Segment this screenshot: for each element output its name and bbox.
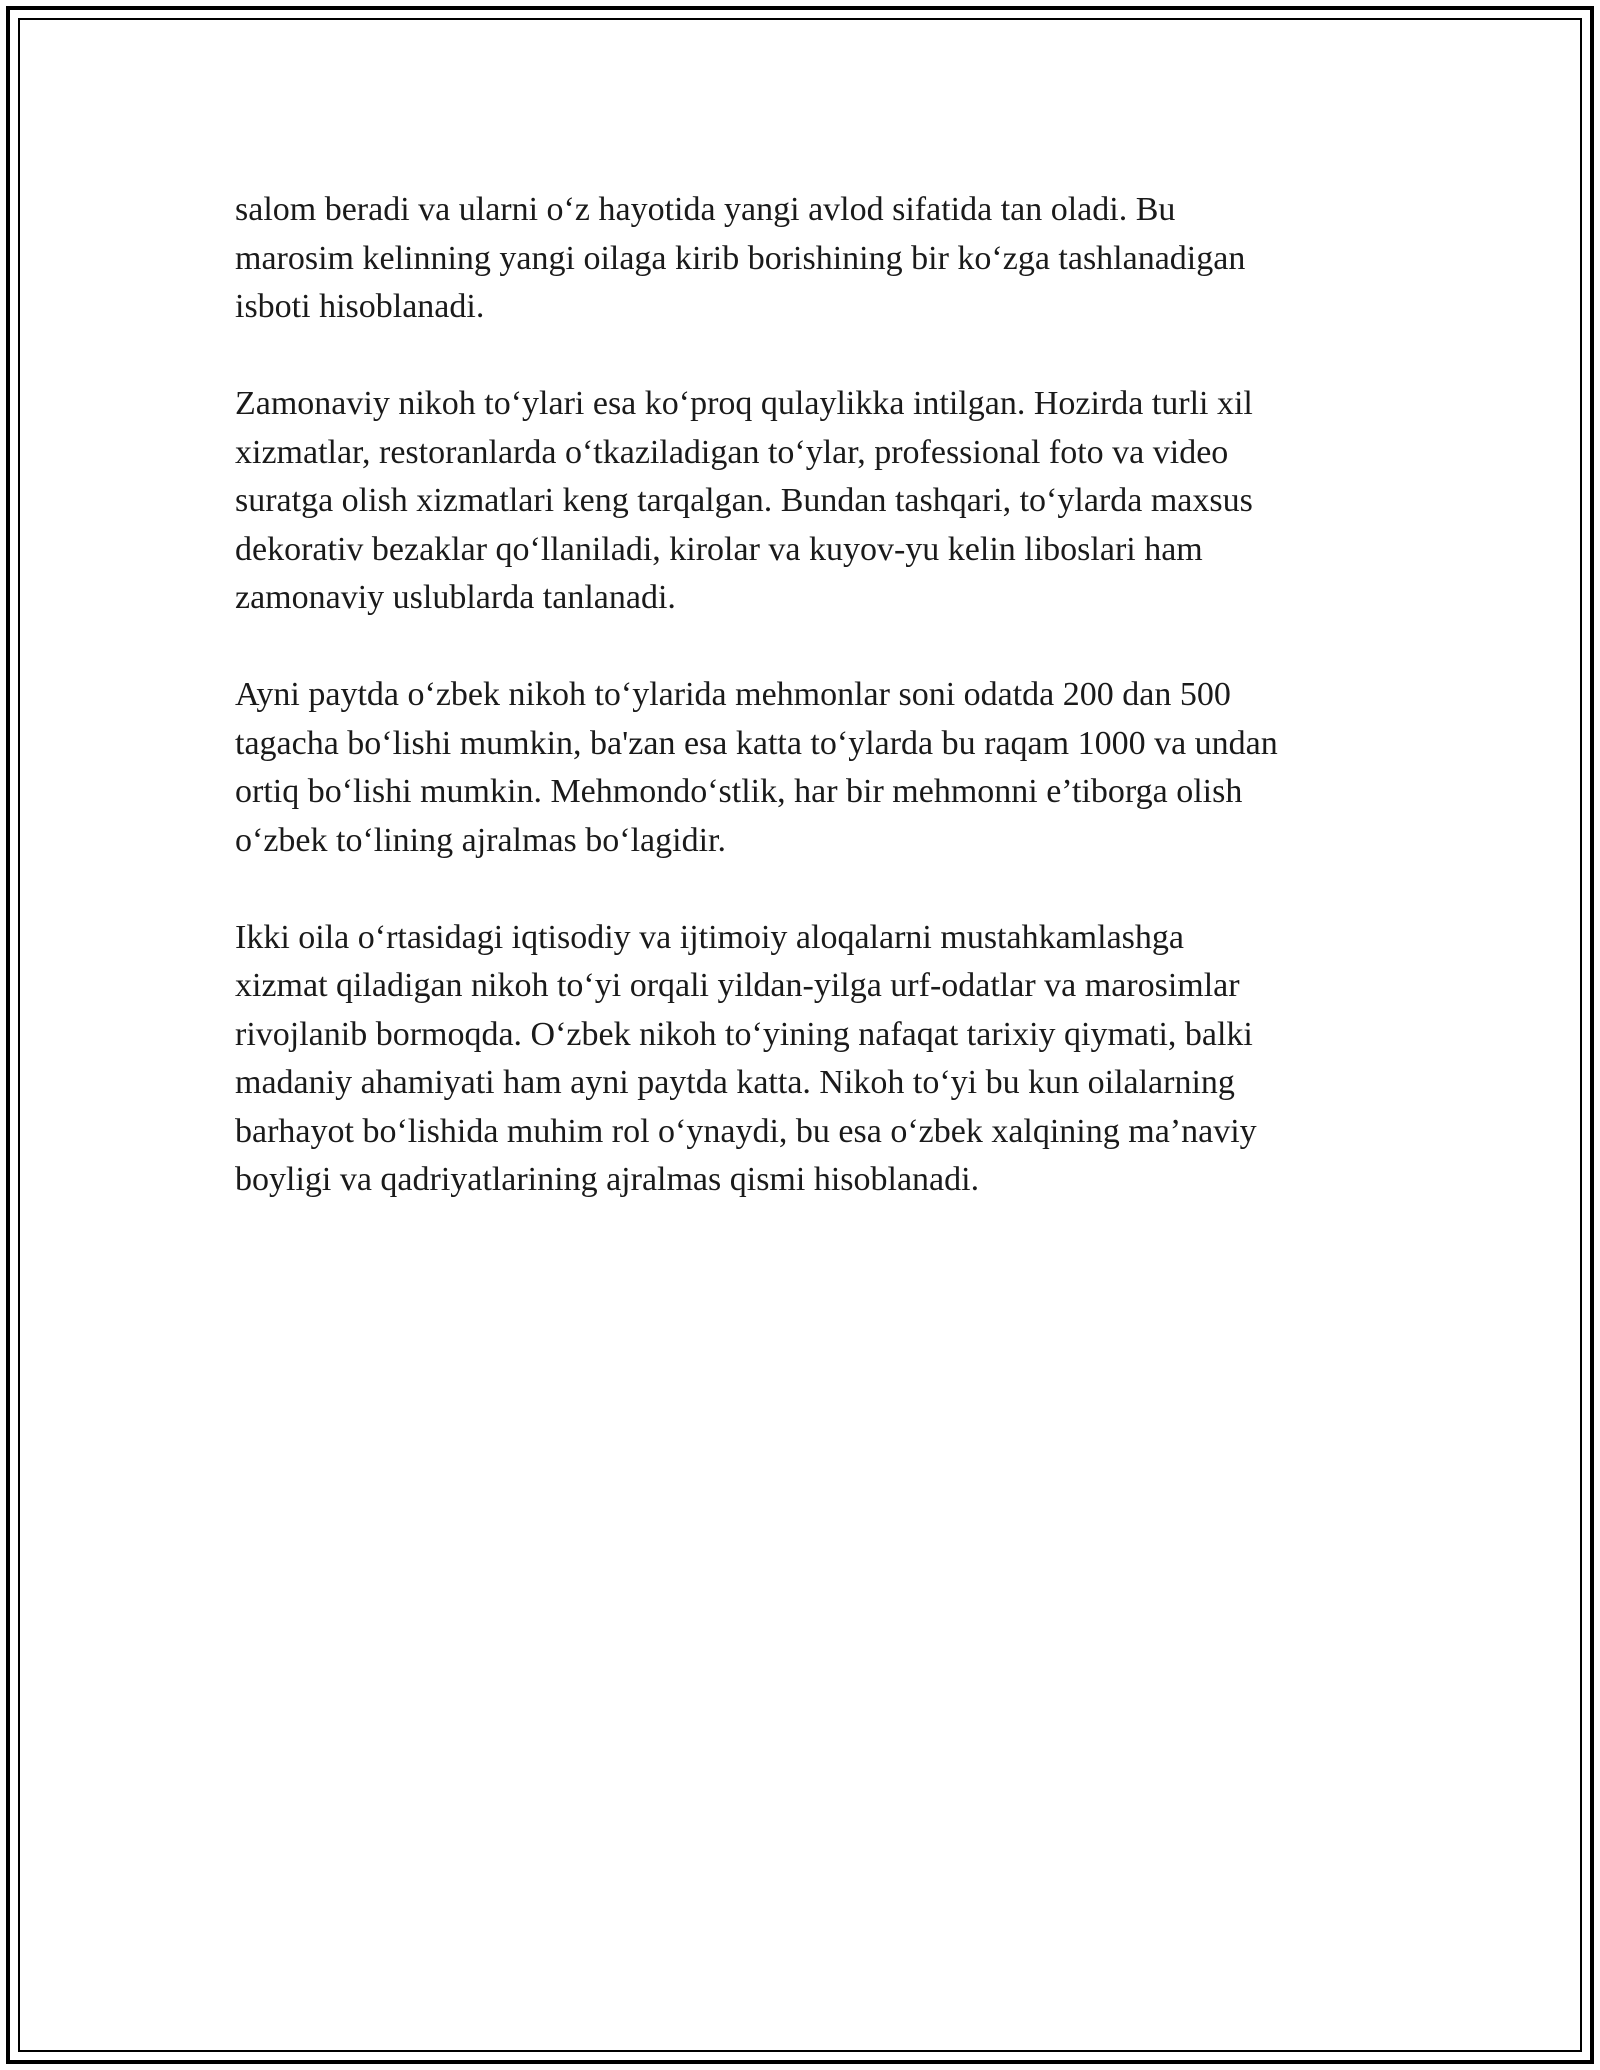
paragraph-2: Zamonaviy nikoh to‘ylari esa ko‘proq qulaylikka intilgan. Hozirda turli xil xizmatlar, restoranlarda o‘tkaziladigan to‘ylar, professional foto va video suratga olish xizmatlari keng tarqalgan. Bundan tashqari, to‘ylarda maxsus dekorativ bezaklar qo‘llaniladi, kirolar va kuyov-yu kelin liboslari ham zamonaviy uslublarda tanlanadi. — [235, 385, 1253, 616]
paragraph-3: Ayni paytda o‘zbek nikoh to‘ylarida mehmonlar soni odatda 200 dan 500 tagacha bo‘lishi mumkin, ba'zan esa katta to‘ylarda bu raqam 1000 va undan ortiq bo‘lishi mumkin. Mehmondo‘stlik, har bir mehmonni e’tiborga olish o‘zbek to‘lining ajralmas bo‘lagidir. — [235, 676, 1278, 859]
paragraph-1: salom beradi va ularni o‘z hayotida yangi avlod sifatida tan oladi. Bu marosim kelinning yangi oilaga kirib borishining bir ko‘zga tashlanadigan isboti hisoblanadi. — [235, 191, 1246, 325]
document-body — [235, 186, 1385, 1253]
paragraph-4: Ikki oila o‘rtasidagi iqtisodiy va ijtimoiy aloqalarni mustahkamlashga xizmat qiladigan nikoh to‘yi orqali yildan-yilga urf-odatlar va marosimlar rivojlanib bormoqda. O‘zbek nikoh to‘yining nafaqat tarixiy qiymati, balki madaniy ahamiyati ham ayni paytda katta. Nikoh to‘yi bu kun oilalarning barhayot bo‘lishida muhim rol o‘ynaydi, bu esa o‘zbek xalqining ma’naviy boyligi va qadriyatlarining ajralmas qismi hisoblanadi. — [235, 918, 1257, 1198]
